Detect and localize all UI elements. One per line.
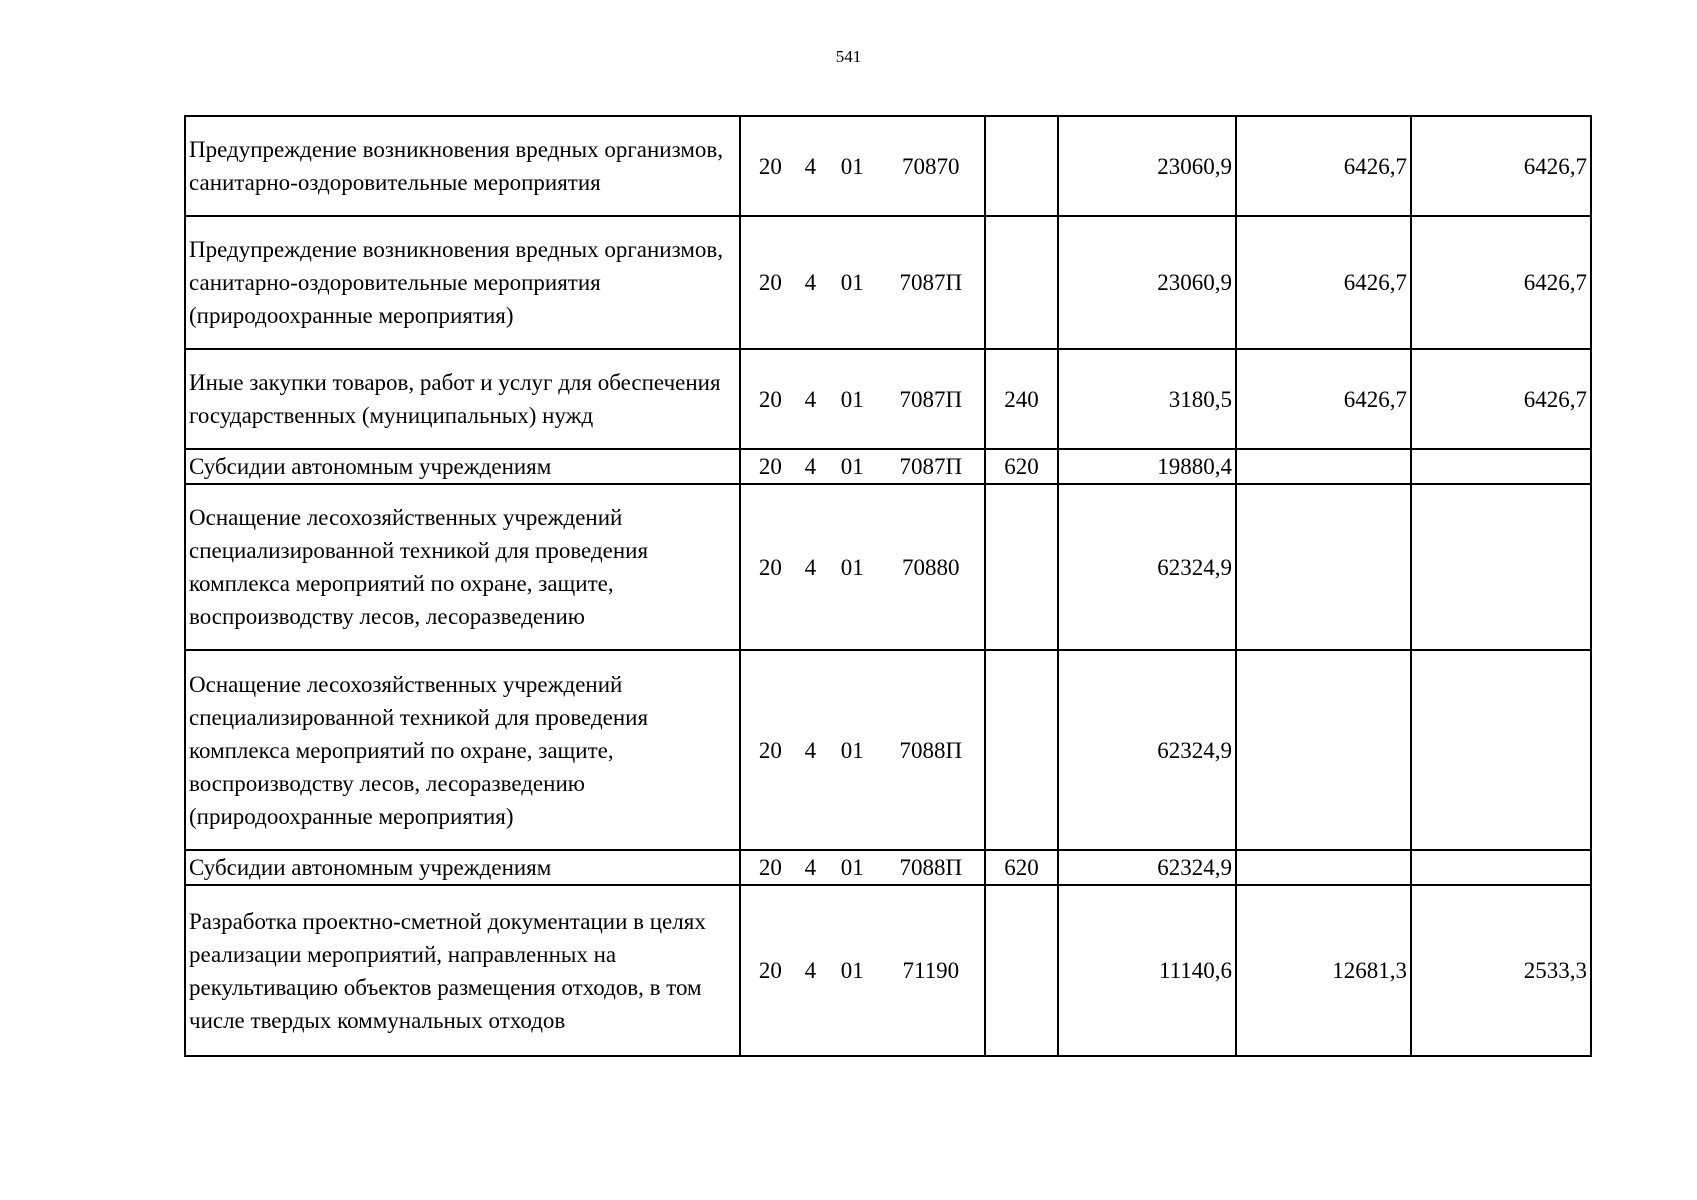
code-subprogram: 4 [804,270,817,295]
code-main-event: 01 [840,737,864,763]
code-main-event: 01 [840,270,864,295]
code-direction: 70870 [902,153,960,179]
code-direction: 71190 [902,958,960,983]
expense-type: 620 [985,850,1058,885]
amount-year-3 [1411,650,1591,850]
row-name: Предупреждение возникновения вредных организмов, санитарно-оздоровительные мероприятия (природоохранные мероприятия) [185,216,740,349]
code-subprogram: 4 [804,855,817,880]
amount-year-3: 2533,3 [1411,885,1591,1056]
code-main-event: 01 [840,958,864,983]
amount-year-2: 6426,7 [1236,116,1411,216]
table-row [185,650,1591,850]
expense-type [985,484,1058,650]
amount-year-2 [1236,484,1411,650]
code-main-event: 01 [840,855,864,880]
code-main-event: 01 [840,153,864,179]
classification-code [740,650,985,850]
amount-year-3: 6426,7 [1411,216,1591,349]
code-main-event: 01 [840,554,864,580]
classification-code [740,449,985,484]
amount-year-1: 23060,9 [1058,216,1236,349]
code-program: 20 [758,855,782,880]
code-direction: 7087П [899,454,963,479]
expense-type [985,216,1058,349]
amount-year-3 [1411,484,1591,650]
code-subprogram: 4 [804,958,817,983]
amount-year-2 [1236,449,1411,484]
table-row [185,349,1591,449]
amount-year-2 [1236,650,1411,850]
amount-year-1: 23060,9 [1058,116,1236,216]
code-subprogram: 4 [804,454,817,479]
classification-code [740,484,985,650]
table-row [185,484,1591,650]
table-row [185,216,1591,349]
classification-code [740,349,985,449]
expense-type [985,650,1058,850]
expense-type: 620 [985,449,1058,484]
amount-year-1: 62324,9 [1058,650,1236,850]
classification-code [740,216,985,349]
classification-code [740,850,985,885]
amount-year-3: 6426,7 [1411,349,1591,449]
amount-year-1: 62324,9 [1058,484,1236,650]
code-program: 20 [758,958,782,983]
classification-code [740,885,985,1056]
row-name: Предупреждение возникновения вредных организмов, санитарно-оздоровительные мероприятия [185,116,740,216]
table-row [185,449,1591,484]
table-row [185,116,1591,216]
amount-year-3: 6426,7 [1411,116,1591,216]
expense-type [985,885,1058,1056]
amount-year-2 [1236,850,1411,885]
table-row [185,885,1591,1056]
row-name: Оснащение лесохозяйственных учреждений специализированной техникой для проведения комплекса мероприятий по охране, защите, воспроизводству лесов, лесоразведению [185,484,740,650]
classification-code [740,116,985,216]
page-number: 541 [835,47,862,66]
code-program: 20 [758,554,782,580]
code-program: 20 [758,737,782,763]
amount-year-3 [1411,449,1591,484]
code-direction: 7088П [899,855,963,880]
code-subprogram: 4 [804,386,817,412]
code-program: 20 [758,386,782,412]
amount-year-1: 19880,4 [1058,449,1236,484]
code-direction: 70880 [902,554,960,580]
row-name: Субсидии автономным учреждениям [185,449,740,484]
code-main-event: 01 [840,454,864,479]
row-name: Оснащение лесохозяйственных учреждений специализированной техникой для проведения комплекса мероприятий по охране, защите, воспроизводству лесов, лесоразведению (природоохранные мероприятия) [185,650,740,850]
table-row [185,850,1591,885]
amount-year-2: 6426,7 [1236,216,1411,349]
row-name: Иные закупки товаров, работ и услуг для обеспечения государственных (муниципальных) нужд [185,349,740,449]
code-direction: 7088П [899,737,963,763]
code-subprogram: 4 [804,153,817,179]
row-name: Разработка проектно-сметной документации в целях реализации мероприятий, направленных на рекультивацию объектов размещения отходов, в том числе твердых коммунальных отходов [185,885,740,1056]
budget-table [184,115,1592,1057]
row-name: Субсидии автономным учреждениям [185,850,740,885]
amount-year-3 [1411,850,1591,885]
code-program: 20 [758,153,782,179]
expense-type [985,116,1058,216]
code-program: 20 [758,454,782,479]
code-subprogram: 4 [804,554,817,580]
amount-year-2: 12681,3 [1236,885,1411,1056]
amount-year-1: 62324,9 [1058,850,1236,885]
budget-table-body [185,116,1591,1056]
code-program: 20 [758,270,782,295]
amount-year-1: 11140,6 [1058,885,1236,1056]
expense-type: 240 [985,349,1058,449]
code-direction: 7087П [899,386,963,412]
amount-year-1: 3180,5 [1058,349,1236,449]
code-subprogram: 4 [804,737,817,763]
amount-year-2: 6426,7 [1236,349,1411,449]
code-direction: 7087П [899,270,963,295]
code-main-event: 01 [840,386,864,412]
